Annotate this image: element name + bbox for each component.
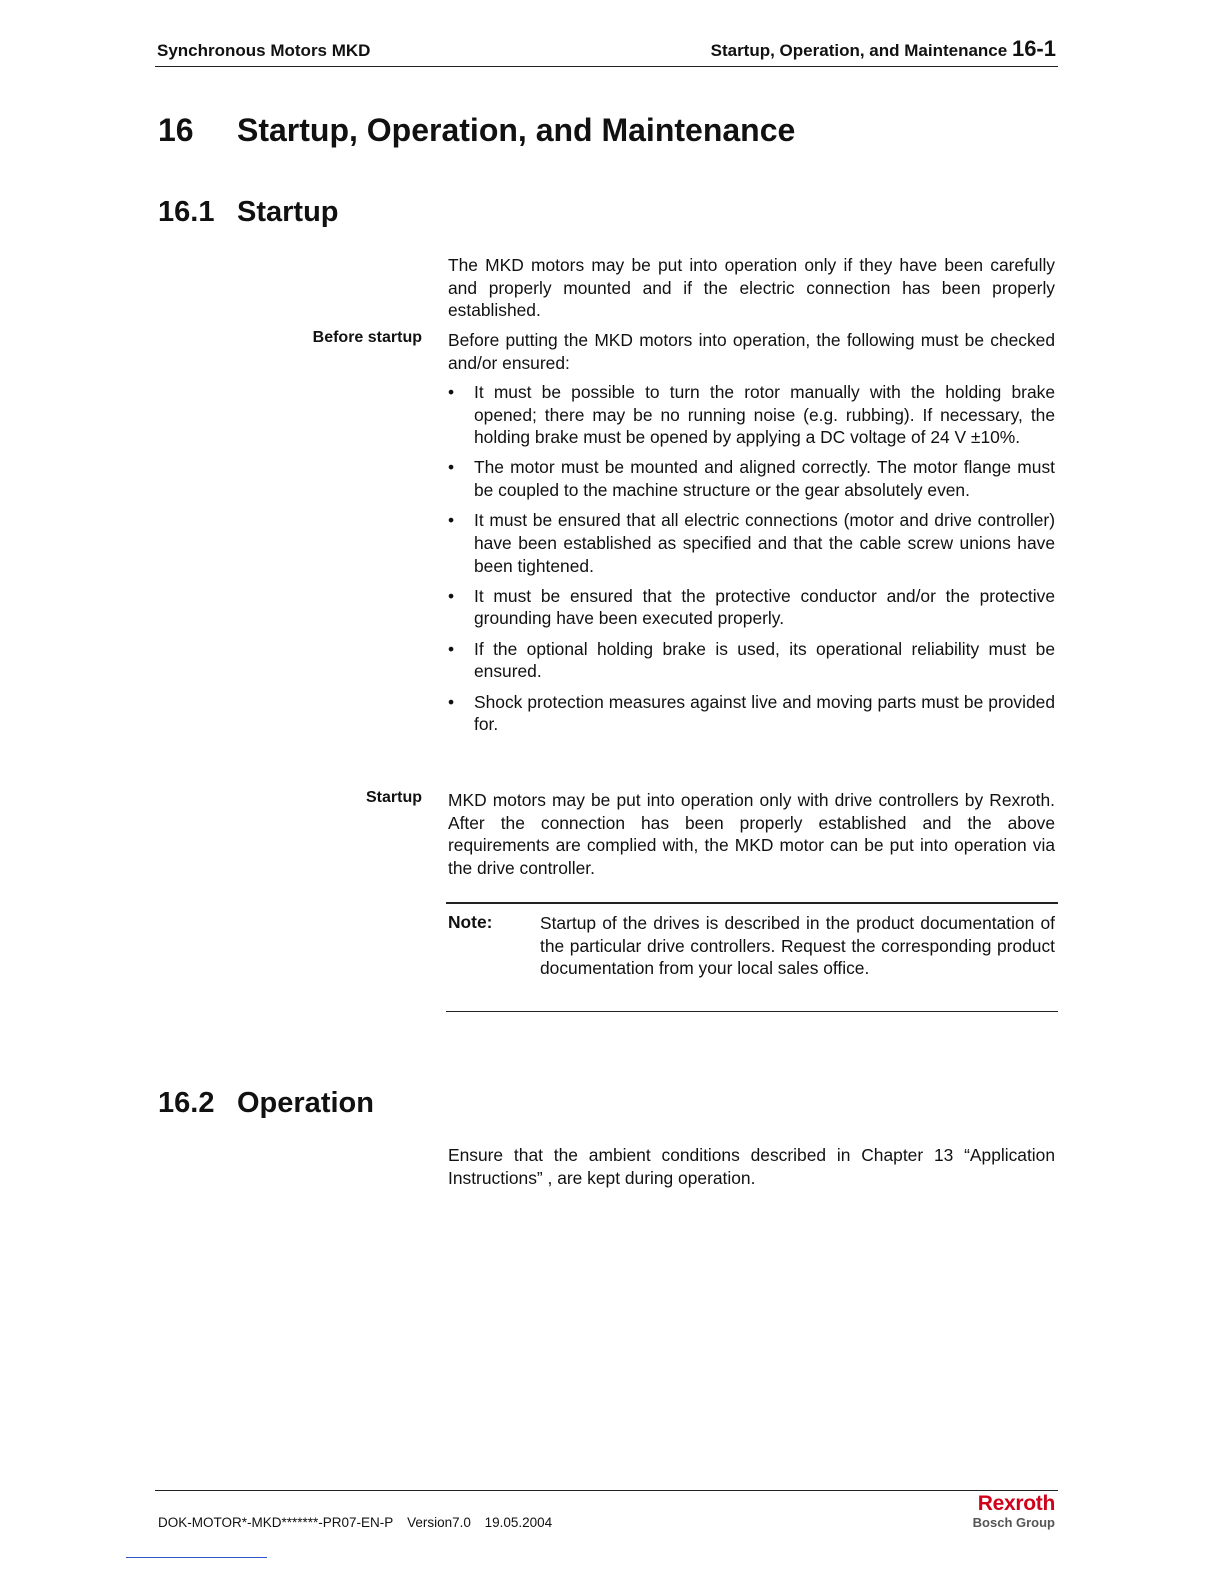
section-title: Startup [237,196,339,228]
header-document-title: Synchronous Motors MKD [157,41,371,60]
list-item [448,691,1055,736]
section-heading-startup [158,196,339,229]
footer-divider [155,1490,1058,1491]
footer-doc-id: DOK-MOTOR*-MKD*******-PR07-EN-P [158,1515,394,1530]
note-text: Startup of the drives is described in the product documentation of the particular drive controllers. Request the corresponding product documentation from your local sales office. [540,913,1055,979]
chapter-title: Startup, Operation, and Maintenance [237,112,796,148]
footer-document-info [158,1515,562,1530]
bullet-icon: • [448,510,455,531]
footer-version: Version7.0 [407,1515,471,1530]
list-item-text: If the optional holding brake is used, its operational reliability must be ensured. [474,638,1055,682]
list-item-text: The motor must be mounted and aligned correctly. The motor flange must be coupled to the machine structure or the gear absolutely even. [474,457,1055,501]
section-heading-operation [158,1087,374,1120]
header-chapter-title [711,36,1056,62]
list-item [448,638,1055,683]
list-item-text: It must be ensured that all electric connections (motor and drive controller) have been established as specified and that the cable screw unions have been tightened. [474,510,1055,576]
list-item [448,381,1055,449]
list-item-text: It must be possible to turn the rotor manually with the holding brake opened; there may be no running noise (e.g. rubbing). If necessary, the holding brake must be opened by applying a DC voltage of 24 V ±10%. [474,382,1055,448]
list-item-text: It must be ensured that the protective conductor and/or the protective grounding have been executed properly. [474,585,1055,629]
page-number: 16-1 [1011,36,1056,61]
chapter-heading [158,112,795,149]
logo-subtitle: Bosch Group [972,1515,1055,1530]
bottom-link-rule [126,1557,267,1558]
section-title: Operation [237,1087,374,1119]
list-item [448,456,1055,501]
logo-brand: Rexroth [977,1492,1055,1515]
section-number: 16.2 [158,1087,215,1119]
bullet-icon: • [448,457,455,478]
bullet-icon: • [448,691,455,712]
section-number: 16.1 [158,196,215,228]
startup-paragraph: MKD motors may be put into operation only with drive controllers by Rexroth. After the connection has been properly established and the above requirements are complied with, the MKD motor can be put into operation via the drive controller. [448,790,1055,878]
startup-checklist [448,381,1055,743]
list-item [448,509,1055,577]
list-item-text: Shock protection measures against live and moving parts must be provided for. [474,691,1055,735]
before-startup-paragraph: Before putting the MKD motors into operation, the following must be checked and/or ensured: [448,330,1055,373]
operation-paragraph: Ensure that the ambient conditions described in Chapter 13 “Application Instructions” , are kept during operation. [448,1145,1055,1188]
bullet-icon: • [448,382,455,402]
list-item [448,585,1055,630]
bullet-icon: • [448,585,455,606]
chapter-number: 16 [158,112,194,148]
margin-note-before-startup: Before startup [312,329,422,346]
page-header [155,36,1058,67]
bullet-icon: • [448,638,455,659]
rexroth-logo [973,1493,1055,1530]
header-chapter-name: Startup, Operation, and Maintenance [710,41,1008,60]
note-box [446,902,1058,1012]
margin-note-startup: Startup [366,789,422,806]
footer-date: 19.05.2004 [484,1515,553,1530]
startup-intro-paragraph: The MKD motors may be put into operation only if they have been carefully and properly mounted and if the electric connection has been properly established. [448,255,1055,321]
note-label: Note: [448,912,493,932]
